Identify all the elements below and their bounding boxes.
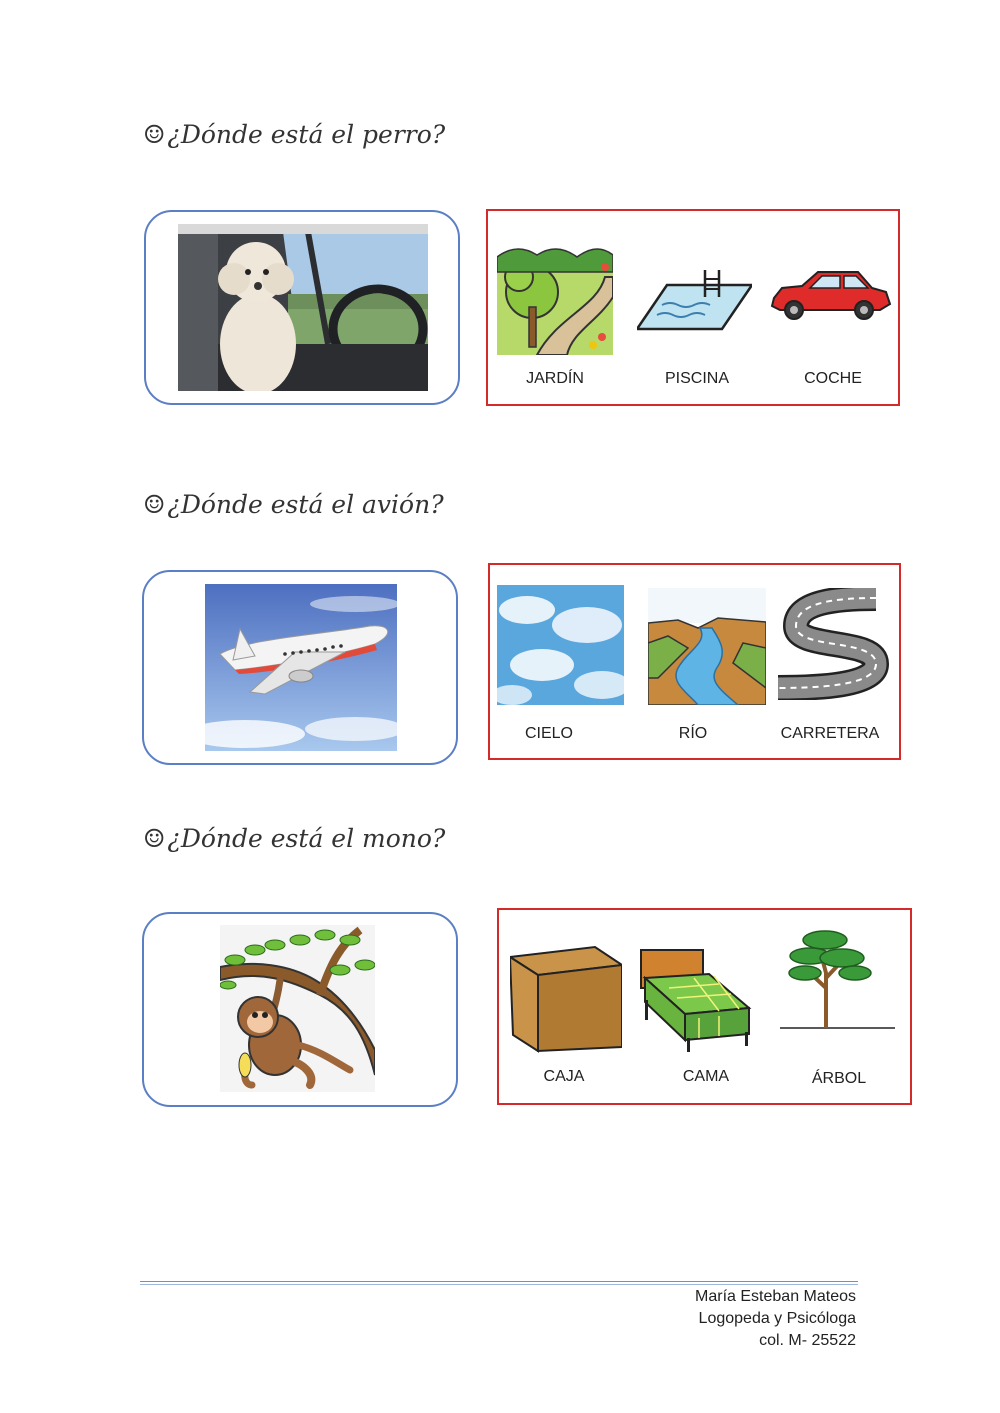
option-label-car: COCHE [804, 370, 862, 387]
tree-icon [780, 928, 895, 1038]
question-title-3 [143, 824, 445, 853]
river-icon [648, 588, 766, 705]
airplane-photo [205, 584, 397, 751]
dog-in-car-photo [178, 224, 428, 391]
pool-icon [637, 265, 752, 335]
footer-divider-secondary [140, 1284, 858, 1285]
question-title-1 [143, 120, 445, 149]
option-label-sky: CIELO [524, 725, 573, 742]
bed-icon [639, 948, 752, 1053]
option-label-tree: ÁRBOL [811, 1070, 867, 1087]
footer-license-number: col. M- 25522 [759, 1332, 856, 1349]
footer-divider [140, 1281, 858, 1282]
monkey-on-tree-photo [220, 925, 375, 1092]
option-label-river: RÍO [678, 725, 708, 742]
footer-author-name: María Esteban Mateos [695, 1288, 856, 1305]
option-sky[interactable] [497, 585, 624, 742]
sky-icon [497, 585, 624, 705]
option-box[interactable] [510, 945, 622, 1085]
option-pool[interactable] [637, 265, 752, 387]
smiley-icon: ☺ [143, 120, 166, 149]
option-car[interactable] [770, 268, 892, 387]
option-label-road: CARRETERA [780, 725, 880, 742]
option-garden[interactable] [497, 237, 613, 387]
road-icon [776, 588, 890, 700]
option-bed[interactable] [639, 948, 752, 1085]
car-icon [770, 268, 892, 320]
option-road[interactable] [776, 588, 890, 742]
option-label-garden: JARDÍN [526, 370, 584, 387]
question-text: ¿Dónde está el avión? [167, 490, 444, 519]
question-text: ¿Dónde está el mono? [167, 824, 446, 853]
option-river[interactable] [648, 588, 766, 742]
garden-icon [497, 237, 613, 355]
footer-author-role: Logopeda y Psicóloga [698, 1310, 856, 1327]
option-label-bed: CAMA [682, 1068, 730, 1085]
option-label-box: CAJA [543, 1068, 585, 1085]
question-title-2 [143, 490, 444, 519]
option-label-pool: PISCINA [664, 370, 729, 387]
question-text: ¿Dónde está el perro? [167, 120, 446, 149]
smiley-icon: ☺ [143, 490, 166, 519]
option-tree[interactable] [780, 928, 895, 1087]
box-icon [510, 945, 622, 1053]
smiley-icon: ☺ [143, 824, 166, 853]
